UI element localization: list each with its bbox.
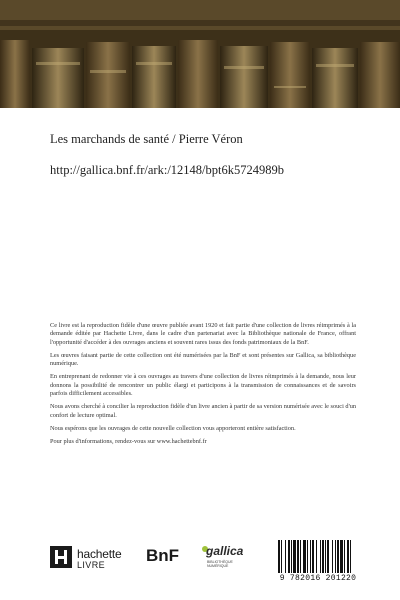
bookshelf-image [0,0,400,108]
barcode-bar [322,540,324,573]
paragraph-6: Pour plus d'informations, rendez-vous sur www.hachettebnf.fr [50,438,207,446]
barcode-bar [347,540,349,573]
bookshelf-photo [0,0,400,108]
barcode-bar [344,540,345,573]
barcode-bar [320,540,321,573]
barcode-bar [312,540,314,573]
barcode-bar [307,540,308,573]
barcode-icon [278,540,358,573]
hachette-h-icon [50,546,72,568]
paragraph-2: Les œuvres faisant partie de cette collection ont été numérisées par la BnF et sont présentes sur Gallica, sa bibliothèque numérique. [50,351,356,368]
barcode-bar [332,540,333,573]
barcode-bar [316,540,317,573]
barcode-bar [350,540,351,573]
barcode-bar [293,540,296,573]
barcode-bar [300,540,301,573]
livre-wordmark: LIVRE [77,560,106,570]
paragraph-5: Nous espérons que les ouvrages de cette nouvelle collection vous apporteront entière satisfaction. [50,424,296,432]
paragraph-4: Nous avons cherché à concilier la reproduction fidèle d'un livre ancien à partir de sa version numérisée avec le souci d'un confort de lecture optimal. [50,403,356,419]
barcode-bar [303,540,306,573]
publisher-logos [50,540,360,586]
gallica-logo [202,544,252,574]
hachette-livre-logo [50,546,130,572]
paragraph-3: En entreprenant de redonner vie à ces ouvrages au travers d'une collection de livres réimprimés à la demande, nous leur donnons la possibilité de rencontrer un public élargi et participons à la transmission de connaissances et de savoirs parfois difficilement accessibles. [50,373,356,398]
gallica-url-link[interactable]: http://gallica.bnf.fr/ark:/12148/bpt6k5724989b [50,163,284,177]
document-title: Les marchands de santé / Pierre Véron [50,132,243,146]
barcode-number: 9 782016 201220 [279,574,357,583]
barcode-bar [285,540,286,573]
paragraph-1: Ce livre est la reproduction fidèle d'une œuvre publiée avant 1920 et fait partie d'une collection de livres réimprimés à la demande éditée par Hachette Livre, dans le cadre d'un partenariat avec la Bibliothèque nationale de France, offrant l'opportunité d'accéder à des ouvrages anciens et souvent rares issus des fonds patrimoniaux de la BnF. [50,322,356,346]
gallica-wordmark: gallica [206,544,244,558]
isbn-barcode [272,540,364,586]
barcode-bar [325,540,326,573]
hachette-wordmark: hachette [77,547,122,561]
barcode-bar [337,540,339,573]
barcode-bar [335,540,336,573]
barcode-bar [327,540,329,573]
bnf-logo: BnF [146,546,180,565]
barcode-bar [297,540,299,573]
barcode-bar [281,540,282,573]
description-text [50,322,356,452]
barcode-bar [340,540,343,573]
barcode-bar [278,540,280,573]
barcode-bar [291,540,292,573]
barcode-bar [310,540,311,573]
barcode-bar [288,540,290,573]
gallica-subtitle: BIBLIOTHÈQUE NUMÉRIQUE [207,560,233,568]
